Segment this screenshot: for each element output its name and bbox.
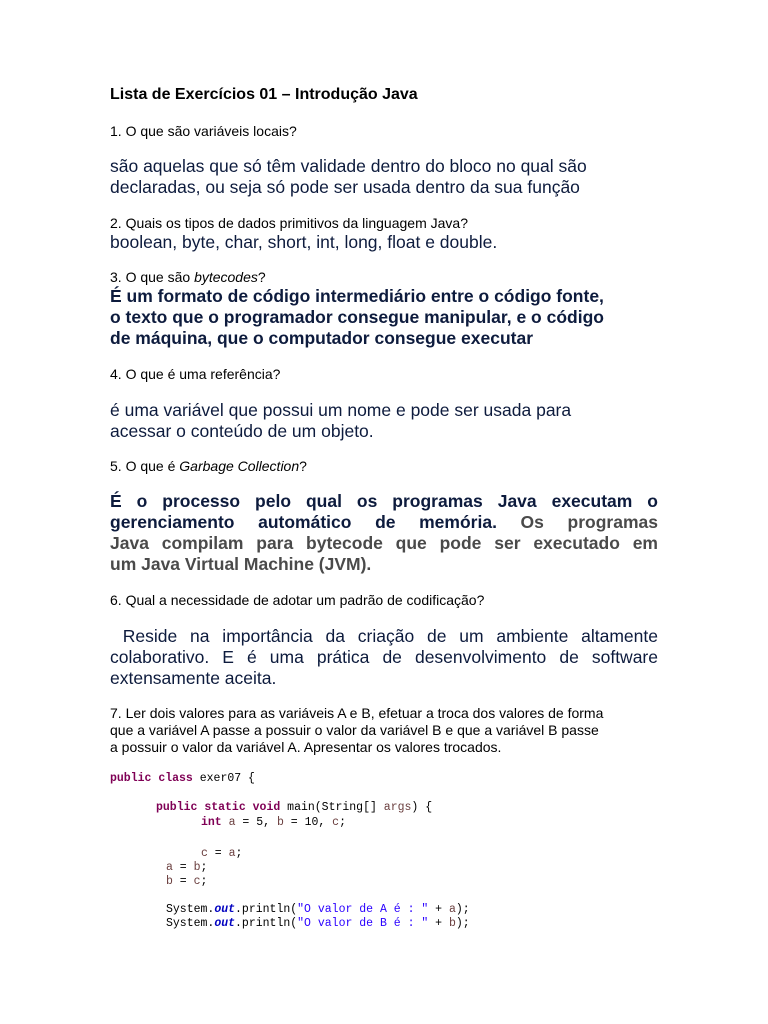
answer-6-line-2: colaborativo. E é uma prática de desenvolvimento de software [110, 647, 658, 667]
answer-5-line-3: Java compilam para bytecode que pode ser executado em [110, 533, 658, 553]
code-int-declaration: int a = 5, b = 10, c; [201, 816, 346, 829]
question-6: 6. Qual a necessidade de adotar um padrão de codificação? [110, 592, 485, 608]
question-7-line-3: a possuir o valor da variável A. Apresentar os valores trocados. [110, 739, 502, 755]
code-assign-c: c = a; [201, 847, 243, 860]
answer-3-line-1: É um formato de código intermediário entre o código fonte, [110, 286, 604, 306]
answer-6-line-3: extensamente aceita. [110, 668, 277, 688]
question-5: 5. O que é Garbage Collection? [110, 458, 307, 474]
answer-3-line-2: o texto que o programador consegue manipular, e o código [110, 307, 604, 327]
answer-5-line-1: É o processo pelo qual os programas Java executam o [110, 491, 658, 511]
code-assign-b: b = c; [166, 875, 208, 888]
code-println-a: System.out.println("O valor de A é : " + a); [166, 903, 470, 916]
garbage-collection-term: Garbage Collection [179, 458, 300, 474]
page-title: Lista de Exercícios 01 – Introdução Java [110, 86, 418, 103]
answer-4-line-1: é uma variável que possui um nome e pode ser usada para [110, 400, 572, 420]
answer-2: boolean, byte, char, short, int, long, float e double. [110, 232, 498, 252]
answer-3-line-3: de máquina, que o computador consegue executar [110, 328, 534, 348]
answer-4-line-2: acessar o conteúdo de um objeto. [110, 421, 374, 441]
code-assign-a: a = b; [166, 861, 208, 874]
question-4: 4. O que é uma referência? [110, 366, 281, 382]
answer-6-line-1: Reside na importância da criação de um ambiente altamente [110, 626, 658, 646]
question-3: 3. O que são bytecodes? [110, 269, 266, 285]
question-7-line-1: 7. Ler dois valores para as variáveis A e B, efetuar a troca dos valores de forma [110, 705, 604, 721]
code-println-b: System.out.println("O valor de B é : " + b); [166, 917, 470, 930]
code-class-declaration: public class exer07 { [110, 772, 255, 785]
answer-5-line-2: gerenciamento automático de memória. Os programas [110, 512, 658, 532]
answer-6 [110, 626, 658, 689]
answer-1-line-2: declaradas, ou seja só pode ser usada dentro da sua função [110, 177, 580, 197]
bytecodes-term: bytecodes [194, 269, 258, 285]
question-2: 2. Quais os tipos de dados primitivos da linguagem Java? [110, 215, 468, 231]
code-main-method: public static void main(String[] args) { [156, 801, 433, 814]
question-1: 1. O que são variáveis locais? [110, 123, 297, 139]
answer-5-line-4: um Java Virtual Machine (JVM). [110, 554, 372, 574]
answer-1-line-1: são aquelas que só têm validade dentro do bloco no qual são [110, 156, 587, 176]
question-7-line-2: que a variável A passe a possuir o valor da variável B e que a variável B passe [110, 722, 599, 738]
answer-5 [110, 491, 658, 575]
